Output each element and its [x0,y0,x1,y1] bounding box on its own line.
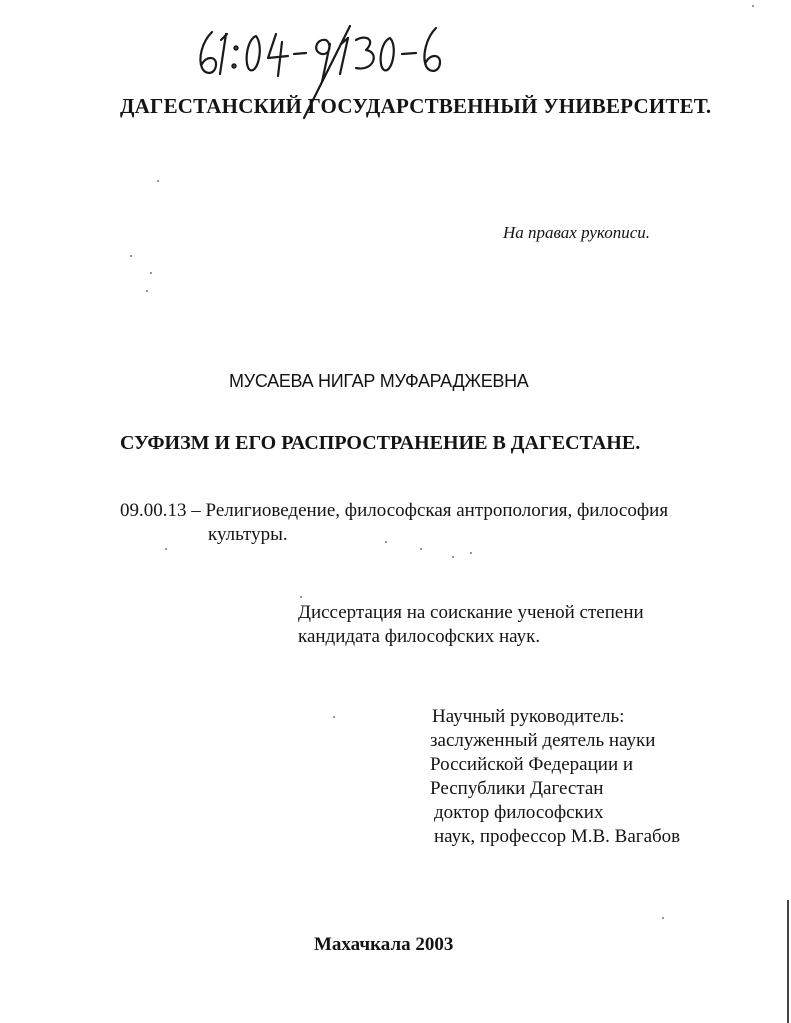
manuscript-rights-note: На правах рукописи. [503,223,651,242]
scan-speck [333,716,335,718]
supervisor-line-5: доктор философских [434,802,604,823]
scan-speck [146,290,148,292]
scan-speck [130,255,132,257]
scan-edge-line [787,900,789,1023]
city-and-year: Махачкала 2003 [314,934,454,955]
degree-line-1: Диссертация на соискание ученой степени [298,602,644,623]
scan-speck [662,917,664,919]
supervisor-line-6: наук, профессор М.В. Вагабов [434,826,681,847]
university-name: ДАГЕСТАНСКИЙ ГОСУДАРСТВЕННЫЙ УНИВЕРСИТЕТ. [120,94,712,118]
scan-speck [470,552,472,554]
degree-line-2: кандидата философских наук. [298,626,541,647]
scan-speck [452,556,454,558]
supervisor-line-1: Научный руководитель: [432,706,625,727]
scan-speck [150,272,152,274]
supervisor-line-3: Российской Федерации и [430,754,634,775]
scan-speck [385,541,387,543]
scan-speck [300,596,302,598]
scan-speck [420,548,422,550]
supervisor-line-4: Республики Дагестан [430,778,604,799]
scan-speck [752,5,754,7]
dissertation-title: СУФИЗМ И ЕГО РАСПРОСТРАНЕНИЕ В ДАГЕСТАНЕ. [120,432,641,454]
scan-speck [165,548,167,550]
supervisor-line-2: заслуженный деятель науки [430,730,656,751]
scan-speck [157,180,159,182]
specialty-line-1: 09.00.13 – Религиоведение, философская антропология, философия [120,500,669,521]
author-name: МУСАЕВА НИГАР МУФАРАДЖЕВНА [229,371,529,391]
specialty-line-2: культуры. [208,524,288,545]
